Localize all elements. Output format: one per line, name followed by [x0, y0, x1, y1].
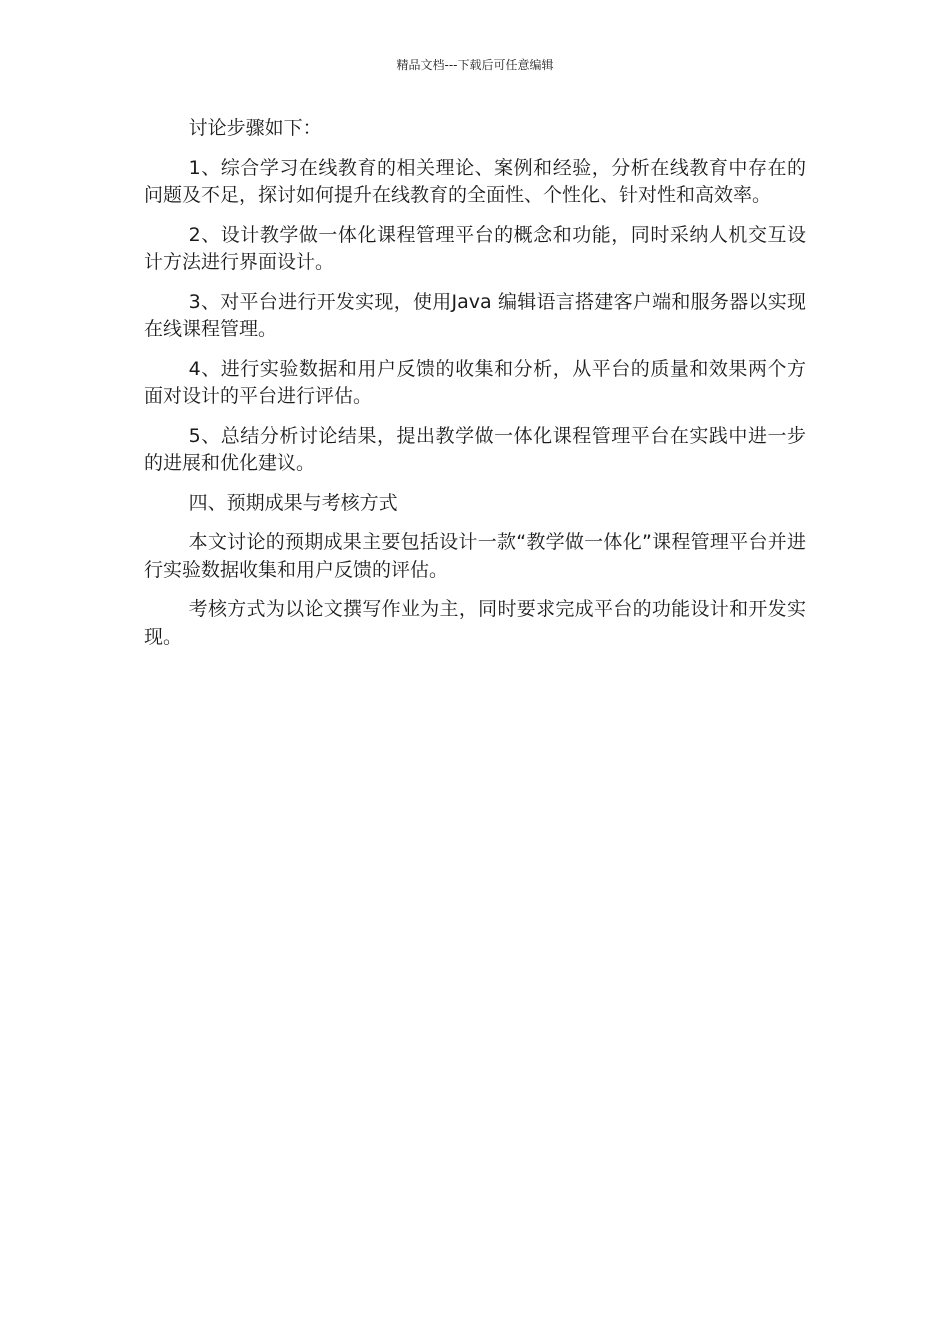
step-2-paragraph: 2、设计教学做一体化课程管理平台的概念和功能，同时采纳人机交互设计方法进行界面设计。 — [144, 223, 806, 273]
assessment-method-paragraph: 考核方式为以论文撰写作业为主，同时要求完成平台的功能设计和开发实现。 — [144, 598, 806, 648]
page-header: 精品文档---下载后可任意编辑 — [396, 58, 554, 72]
step-5-paragraph: 5、总结分析讨论结果，提出教学做一体化课程管理平台在实践中进一步的进展和优化建议。 — [144, 424, 806, 474]
document-body — [144, 115, 806, 663]
step-1-paragraph: 1、综合学习在线教育的相关理论、案例和经验，分析在线教育中存在的问题及不足，探讨如何提升在线教育的全面性、个性化、针对性和高效率。 — [144, 156, 806, 206]
discussion-steps-intro: 讨论步骤如下： — [188, 117, 322, 139]
step-4-paragraph: 4、进行实验数据和用户反馈的收集和分析，从平台的质量和效果两个方面对设计的平台进行评估。 — [144, 357, 806, 407]
section-heading-expected-results: 四、预期成果与考核方式 — [188, 491, 398, 514]
step-3-paragraph: 3、对平台进行开发实现，使用Java 编辑语言搭建客户端和服务器以实现在线课程管理。 — [144, 290, 806, 340]
expected-results-paragraph: 本文讨论的预期成果主要包括设计一款“教学做一体化”课程管理平台并进行实验数据收集和用户反馈的评估。 — [144, 531, 806, 581]
